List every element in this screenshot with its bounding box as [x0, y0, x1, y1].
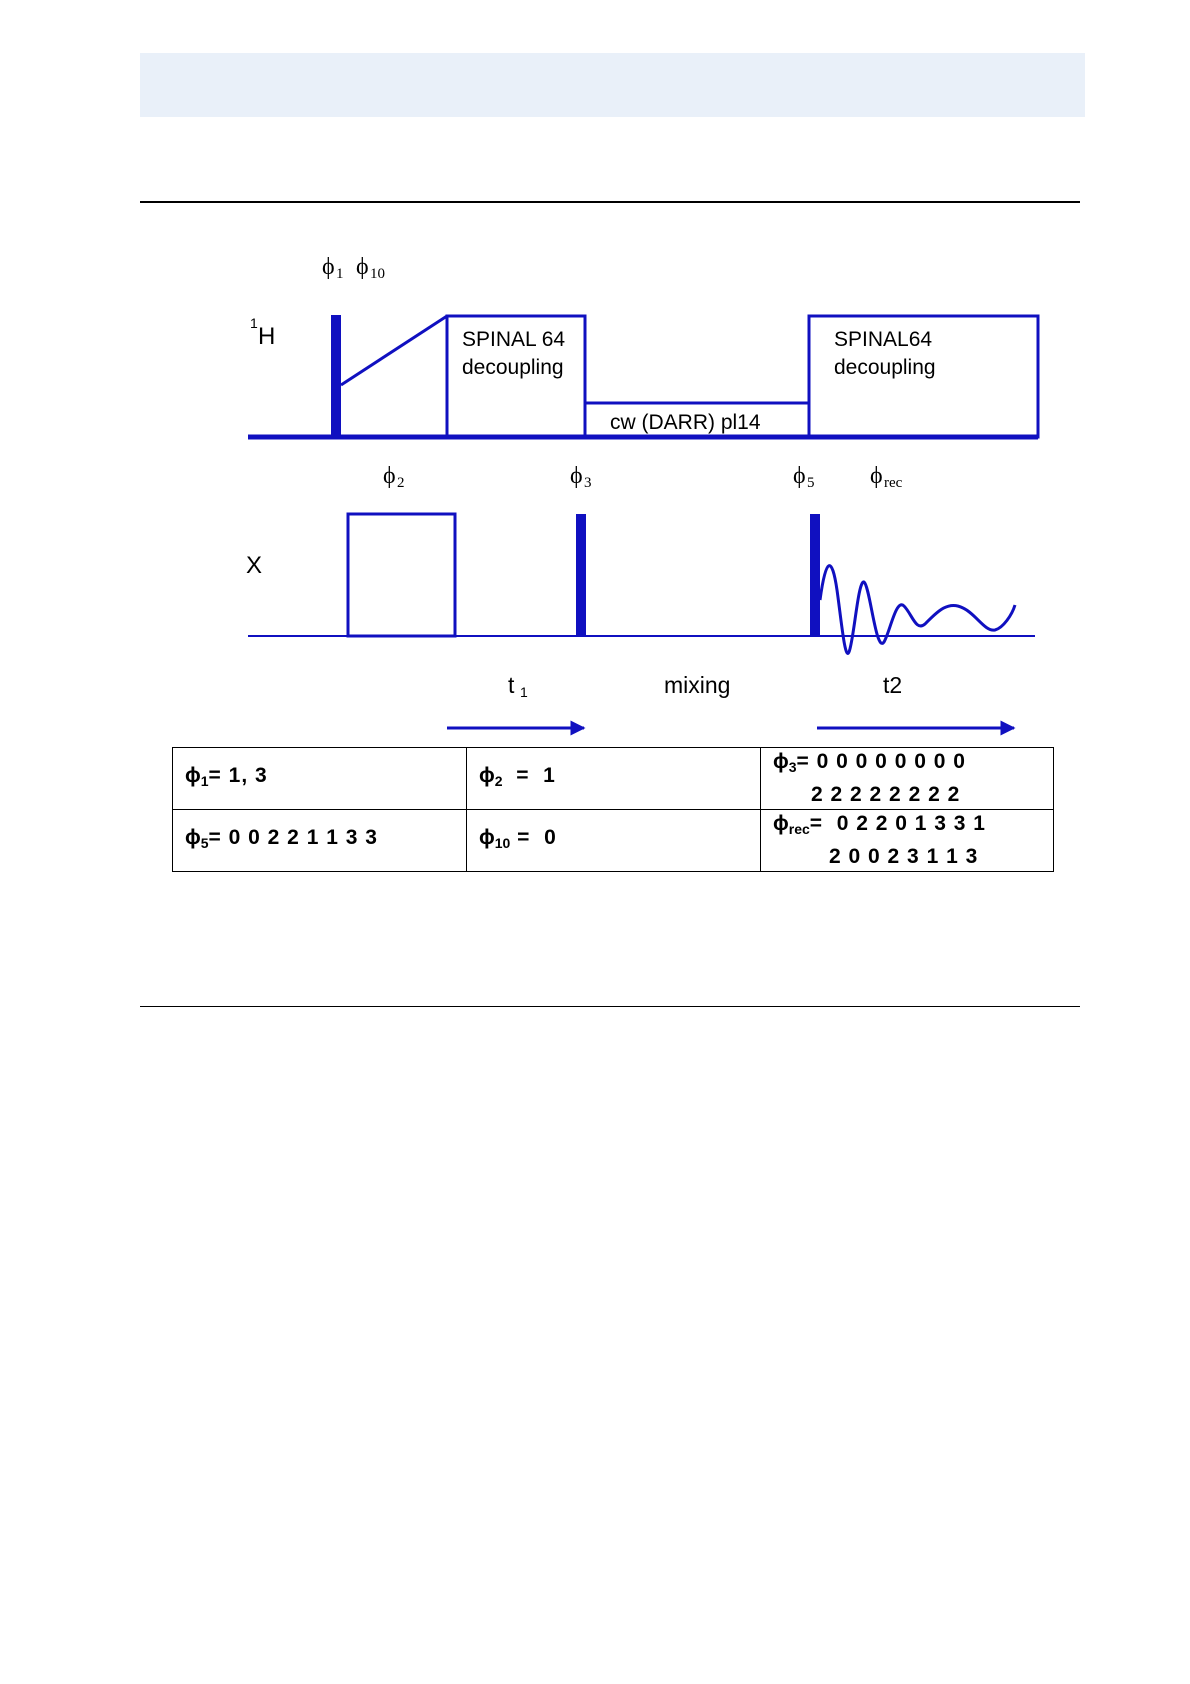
phi5-subscript: 5 [807, 475, 815, 491]
t2-label: t2 [883, 672, 903, 698]
phase-subscript: 2 [494, 773, 503, 789]
bottom-rule [140, 1006, 1080, 1007]
phase-subscript: 5 [200, 835, 209, 851]
t1-subscript: 1 [520, 684, 528, 700]
phi1-subscript: 1 [336, 266, 344, 282]
phase-cell-phi10 [467, 810, 761, 872]
h-channel-superscript: 1 [250, 315, 258, 331]
spinal-left-line1: SPINAL 64 [462, 328, 566, 351]
phase-subscript: 10 [494, 835, 511, 851]
phi1-symbol: ϕ [322, 254, 335, 280]
phase-value: = 0 0 0 0 0 0 0 0 [796, 750, 966, 773]
phi2-subscript: 2 [397, 475, 405, 491]
phi-symbol: ϕ [773, 812, 789, 835]
fid-signal [820, 566, 1015, 654]
cw-darr-label: cw (DARR) pl14 [610, 411, 761, 434]
phase-value-line2: 2 0 0 2 3 1 1 3 [829, 845, 979, 868]
phi-symbol: ϕ [185, 764, 201, 787]
phase-cell-phi1 [173, 748, 467, 810]
phase-cell-phi2 [467, 748, 761, 810]
phi10-symbol: ϕ [356, 254, 369, 280]
spinal-left-line2: decoupling [462, 356, 564, 379]
phi2-symbol: ϕ [383, 463, 396, 489]
phi3-subscript: 3 [584, 475, 592, 491]
spinal-right-line1: SPINAL64 [834, 328, 933, 351]
phase-value: = 0 [510, 826, 557, 849]
table-row [173, 810, 1054, 872]
phirec-symbol: ϕ [870, 463, 883, 489]
h-90-pulse [331, 315, 341, 437]
phi-symbol: ϕ [773, 750, 789, 773]
phase-cell-phirec [761, 810, 1054, 872]
mixing-label: mixing [664, 672, 731, 698]
h-channel-label: H [258, 323, 276, 350]
phase-value: = 1, 3 [208, 764, 268, 787]
phirec-subscript: rec [884, 475, 903, 491]
x-90-pulse-mixing [810, 514, 820, 636]
phi-symbol: ϕ [185, 826, 201, 849]
phi-symbol: ϕ [479, 826, 495, 849]
phi5-symbol: ϕ [793, 463, 806, 489]
phase-subscript: rec [788, 821, 810, 837]
phase-value: = 0 0 2 2 1 1 3 3 [208, 826, 378, 849]
phase-subscript: 3 [788, 759, 797, 775]
phase-value: = 0 2 2 0 1 3 3 1 [809, 812, 986, 835]
phase-cell-phi3 [761, 748, 1054, 810]
phase-subscript: 1 [200, 773, 209, 789]
phi3-symbol: ϕ [570, 463, 583, 489]
x-cp-contact-box [348, 514, 455, 636]
x-channel [248, 514, 1035, 653]
phase-cell-phi5 [173, 810, 467, 872]
cp-ramp [341, 316, 447, 385]
phase-cycle-table [172, 747, 1054, 872]
phase-value-line2: 2 2 2 2 2 2 2 2 [811, 783, 961, 806]
t1-label: t [508, 672, 515, 698]
table-row [173, 748, 1054, 810]
x-90-pulse-t1 [576, 514, 586, 636]
phase-value: = 1 [502, 764, 556, 787]
spinal-right-line2: decoupling [834, 356, 936, 379]
x-channel-label: X [246, 552, 263, 579]
phi-symbol: ϕ [479, 764, 495, 787]
phi10-subscript: 10 [370, 266, 385, 282]
